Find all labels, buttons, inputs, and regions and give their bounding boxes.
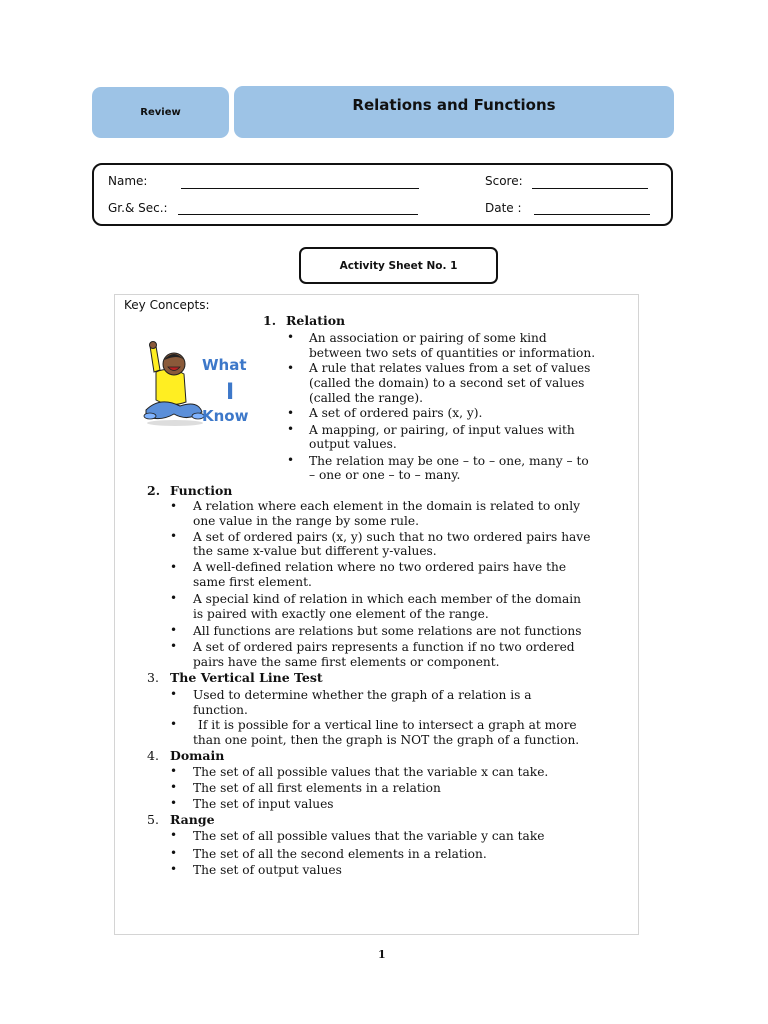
list-item: The relation may be one – to – one, many – to xyxy=(309,454,589,468)
bullet-icon: • xyxy=(170,862,178,876)
list-item: The set of all possible values that the variable x can take. xyxy=(193,765,549,779)
list-item: the same x-value but different y-values. xyxy=(193,544,437,558)
title-box xyxy=(234,86,674,138)
section-number: 4. xyxy=(147,748,159,763)
list-item: Used to determine whether the graph of a relation is a xyxy=(193,688,532,702)
bullet-icon: • xyxy=(170,780,178,794)
bullet-icon: • xyxy=(170,828,178,842)
page-title: Relations and Functions xyxy=(352,96,556,114)
section-title-vertical-line-test: The Vertical Line Test xyxy=(170,670,323,685)
bullet-icon: • xyxy=(287,330,295,344)
bullet-icon: • xyxy=(170,623,178,637)
activity-sheet-label-box xyxy=(299,247,498,284)
list-item: same first element. xyxy=(193,575,312,589)
key-concepts-heading: Key Concepts: xyxy=(124,298,210,312)
list-item: The set of input values xyxy=(193,797,334,811)
list-item: A special kind of relation in which each member of the domain xyxy=(193,592,581,606)
list-item: The set of all possible values that the variable y can take xyxy=(193,829,545,843)
date-label: Date : xyxy=(485,201,522,215)
list-item: The set of all the second elements in a relation. xyxy=(193,847,487,861)
bullet-icon: • xyxy=(170,846,178,860)
section-number: 2. xyxy=(147,483,161,498)
list-item: The set of output values xyxy=(193,863,342,877)
section-title-range: Range xyxy=(170,812,215,827)
date-field[interactable] xyxy=(534,214,650,215)
section-number: 5. xyxy=(147,812,159,827)
section-title-relation: Relation xyxy=(286,313,346,328)
bullet-icon: • xyxy=(287,361,295,375)
page-number: 1 xyxy=(378,948,386,961)
section-title-function: Function xyxy=(170,483,233,498)
list-item: All functions are relations but some relations are not functions xyxy=(193,624,582,638)
list-item: than one point, then the graph is NOT the graph of a function. xyxy=(193,733,580,747)
list-item: A well-defined relation where no two ordered pairs have the xyxy=(193,560,567,574)
list-item: – one or one – to – many. xyxy=(309,468,461,482)
bullet-icon: • xyxy=(287,406,295,420)
bullet-icon: • xyxy=(170,717,178,731)
section-label: Review xyxy=(140,107,181,118)
section-number: 1. xyxy=(263,313,277,328)
list-item: function. xyxy=(193,703,248,717)
what-i-know-illustration xyxy=(140,340,265,430)
bullet-icon: • xyxy=(170,591,178,605)
grade-section-label: Gr.& Sec.: xyxy=(108,201,168,215)
bullet-icon: • xyxy=(170,764,178,778)
name-field[interactable] xyxy=(181,188,419,189)
student-info-form xyxy=(92,163,673,226)
bullet-icon: • xyxy=(170,687,178,701)
list-item: one value in the range by some rule. xyxy=(193,514,419,528)
list-item: is paired with exactly one element of the range. xyxy=(193,607,489,621)
section-title-domain: Domain xyxy=(170,748,225,763)
section-number: 3. xyxy=(147,670,159,685)
list-item: A set of ordered pairs (x, y) such that no two ordered pairs have xyxy=(193,530,591,544)
list-item: (called the range). xyxy=(309,391,423,405)
name-label: Name: xyxy=(108,174,148,188)
list-item: A relation where each element in the domain is related to only xyxy=(193,499,581,513)
bullet-icon: • xyxy=(170,560,178,574)
bullet-icon: • xyxy=(287,422,295,436)
score-field[interactable] xyxy=(532,188,648,189)
list-item: A set of ordered pairs represents a function if no two ordered xyxy=(193,640,575,654)
list-item: A rule that relates values from a set of values xyxy=(309,361,591,375)
what-text: What xyxy=(202,356,247,374)
bullet-icon: • xyxy=(170,639,178,653)
score-label: Score: xyxy=(485,174,523,188)
bullet-icon: • xyxy=(170,529,178,543)
section-label-box xyxy=(92,87,229,138)
bullet-icon: • xyxy=(287,453,295,467)
list-item: An association or pairing of some kind xyxy=(309,331,547,345)
list-item: The set of all first elements in a relation xyxy=(193,781,441,795)
know-text: Know xyxy=(202,407,249,425)
list-item: A mapping, or pairing, of input values with xyxy=(309,423,575,437)
list-item: between two sets of quantities or information. xyxy=(309,346,596,360)
cartoon-kid-icon xyxy=(140,340,210,430)
list-item: output values. xyxy=(309,437,397,451)
bullet-icon: • xyxy=(170,796,178,810)
i-text: I xyxy=(226,380,235,405)
bullet-icon: • xyxy=(170,499,178,513)
list-item: (called the domain) to a second set of values xyxy=(309,376,585,390)
list-item: pairs have the same first elements or component. xyxy=(193,655,500,669)
activity-sheet-label: Activity Sheet No. 1 xyxy=(339,259,458,272)
grade-section-field[interactable] xyxy=(178,214,418,215)
list-item: A set of ordered pairs (x, y). xyxy=(309,406,483,420)
list-item: If it is possible for a vertical line to intersect a graph at more xyxy=(198,718,577,732)
